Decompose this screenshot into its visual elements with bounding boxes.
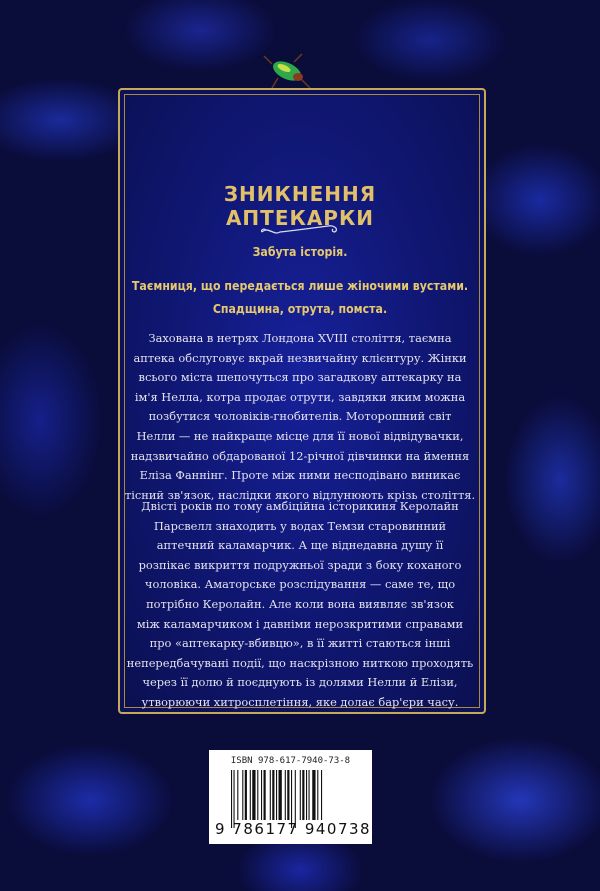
- barcode-bar: [287, 770, 289, 820]
- text-line: через її долю й поєднують із долями Нелли й Елізи,: [142, 675, 458, 690]
- barcode-bar: [279, 770, 282, 820]
- text-line: розпікає викриття подружньої зради з боку коханого: [138, 557, 462, 572]
- barcode-bar: [309, 770, 310, 820]
- barcode-bar: [306, 770, 307, 820]
- title-line: АПТЕКАРКИ: [225, 206, 375, 230]
- barcode-bar: [321, 770, 322, 820]
- tagline: Забута історія.: [252, 244, 348, 259]
- tagline: Спадщина, отрута, помста.: [212, 301, 388, 316]
- barcode-bar: [302, 770, 304, 820]
- tagline: Таємниця, що передається лише жіночими вустами.: [131, 278, 469, 293]
- text-line: надзвичайно обдарованої 12-річної дівчинки на ймення: [130, 448, 470, 463]
- text-line: тісний зв'язок, наслідки якого відлунюють крізь століття.: [124, 487, 476, 502]
- barcode-bar: [250, 770, 251, 820]
- text-line: Еліза Фаннінг. Проте між ними несподівано виникає: [139, 468, 461, 483]
- text-line: між каламарчиком і давніми нерозкритими справами: [136, 616, 464, 631]
- text-line: позбутися чоловіків-гнобителів. Моторошний світ: [148, 409, 452, 424]
- flourish-ornament: [258, 222, 343, 238]
- barcode-bar: [242, 770, 243, 820]
- text-line: Захована в нетрях Лондона XVIII століття, таємна: [148, 331, 452, 345]
- text-line: Двісті років по тому амбіційна історикиня Керолайн: [141, 499, 459, 513]
- synopsis-paragraph-2: [122, 497, 478, 713]
- text-line: Парсвелл знаходить у водах Темзи старовинний: [153, 518, 447, 533]
- barcode-bar: [276, 770, 277, 820]
- barcode-bar: [257, 770, 258, 820]
- barcode-bar: [245, 770, 247, 820]
- barcode-bar: [300, 770, 301, 820]
- barcode-bar: [264, 770, 266, 820]
- text-line: Нелли — не найкраще місце для її нової відвідувачки,: [136, 428, 464, 443]
- text-line: чоловіка. Аматорське розслідування — саме те, що: [144, 577, 456, 592]
- barcode-bar: [252, 770, 255, 820]
- text-line: аптечний каламарчик. А ще віднедавна душу її: [156, 538, 444, 553]
- text-line: ім'я Нелла, котра продає отрути, завдяки яким можна: [134, 389, 466, 404]
- barcode-bar: [272, 770, 274, 820]
- barcode-bar: [285, 770, 286, 820]
- barcode-digits: 9 786177 940738: [215, 820, 372, 838]
- title-line: ЗНИКНЕННЯ: [223, 182, 377, 206]
- barcode-bar: [312, 770, 315, 820]
- isbn-label: ISBN 978-617-7940-73-8: [230, 756, 351, 766]
- text-line: про «аптекарку-вбивцю», в її житті стаються інші: [149, 636, 451, 651]
- synopsis-paragraph-1: [122, 329, 478, 505]
- text-line: непередбачувані події, що наскрізною ниткою проходять: [126, 655, 474, 670]
- barcode-bar: [237, 770, 238, 820]
- barcode-bar: [270, 770, 271, 820]
- barcode-bar: [261, 770, 262, 820]
- barcode-bar: [317, 770, 318, 820]
- text-line: аптека обслуговує вкрай незвичайну клієнтуру. Жінки: [133, 350, 467, 365]
- text-line: утворюючи хитросплетіння, яке долає бар'єри часу.: [141, 694, 459, 709]
- isbn-barcode: [209, 750, 372, 844]
- beetle-icon: [262, 52, 312, 92]
- text-line: всього міста шепочуться про загадкову аптекарку на: [138, 370, 462, 385]
- text-line: потрібно Керолайн. Але коли вона виявляє зв'язок: [146, 596, 454, 611]
